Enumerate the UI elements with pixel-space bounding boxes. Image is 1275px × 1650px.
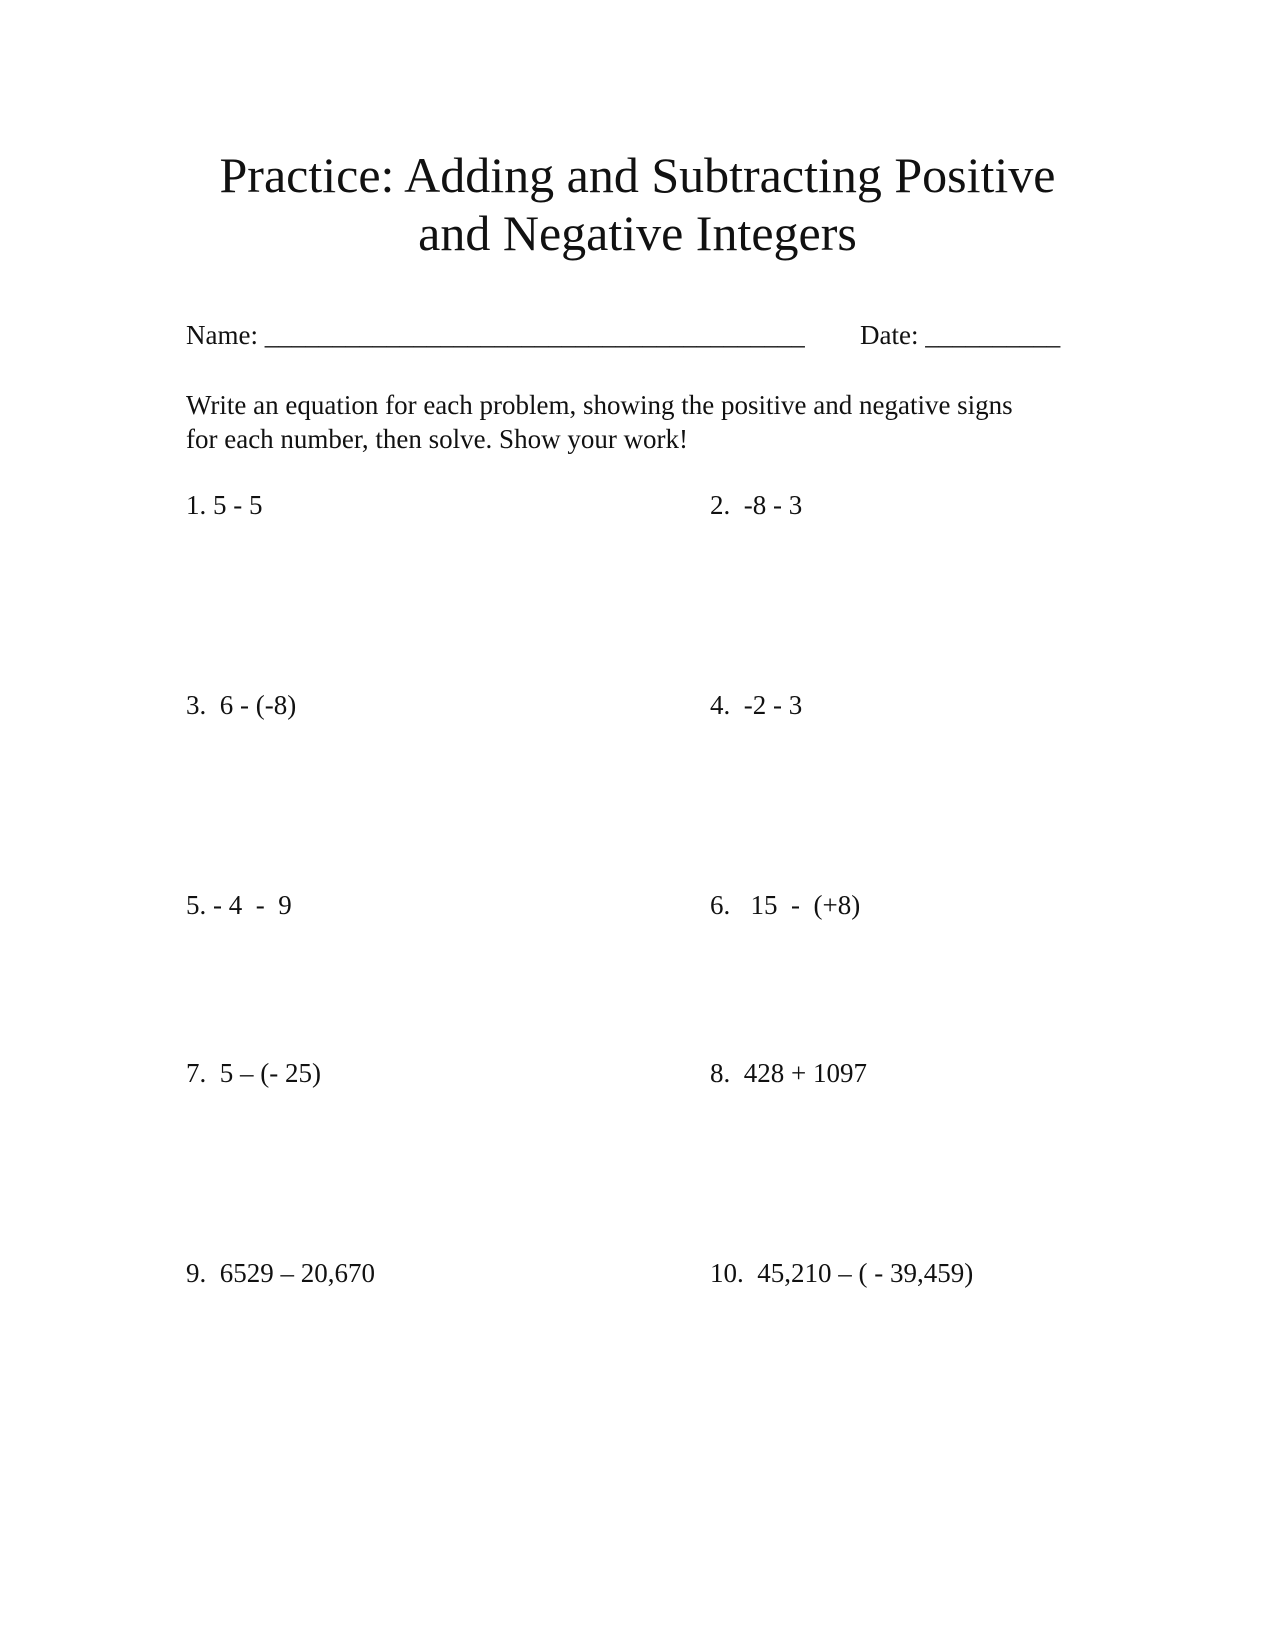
instructions xyxy=(186,388,1106,456)
instructions-line-1: Write an equation for each problem, showing the positive and negative signs xyxy=(186,390,1013,420)
problem-9: 9. 6529 – 20,670 xyxy=(186,1258,375,1288)
problem-10: 10. 45,210 – ( - 39,459) xyxy=(710,1258,974,1288)
problem-3: 3. 6 - (-8) xyxy=(186,690,297,720)
title-line-1: Practice: Adding and Subtracting Positive xyxy=(219,147,1056,203)
worksheet-title xyxy=(150,146,1125,262)
problem-4: 4. -2 - 3 xyxy=(710,690,803,720)
problem-5: 5. - 4 - 9 xyxy=(186,890,292,920)
problem-2: 2. -8 - 3 xyxy=(710,490,803,520)
name-field: Name: ________________________________________ xyxy=(186,320,805,350)
date-field: Date: __________ xyxy=(860,320,1061,350)
problem-1: 1. 5 - 5 xyxy=(186,490,263,520)
instructions-line-2: for each number, then solve. Show your work! xyxy=(186,424,689,454)
problem-8: 8. 428 + 1097 xyxy=(710,1058,867,1088)
title-line-2: and Negative Integers xyxy=(418,205,857,261)
problem-6: 6. 15 - (+8) xyxy=(710,890,861,920)
problem-7: 7. 5 – (- 25) xyxy=(186,1058,321,1088)
